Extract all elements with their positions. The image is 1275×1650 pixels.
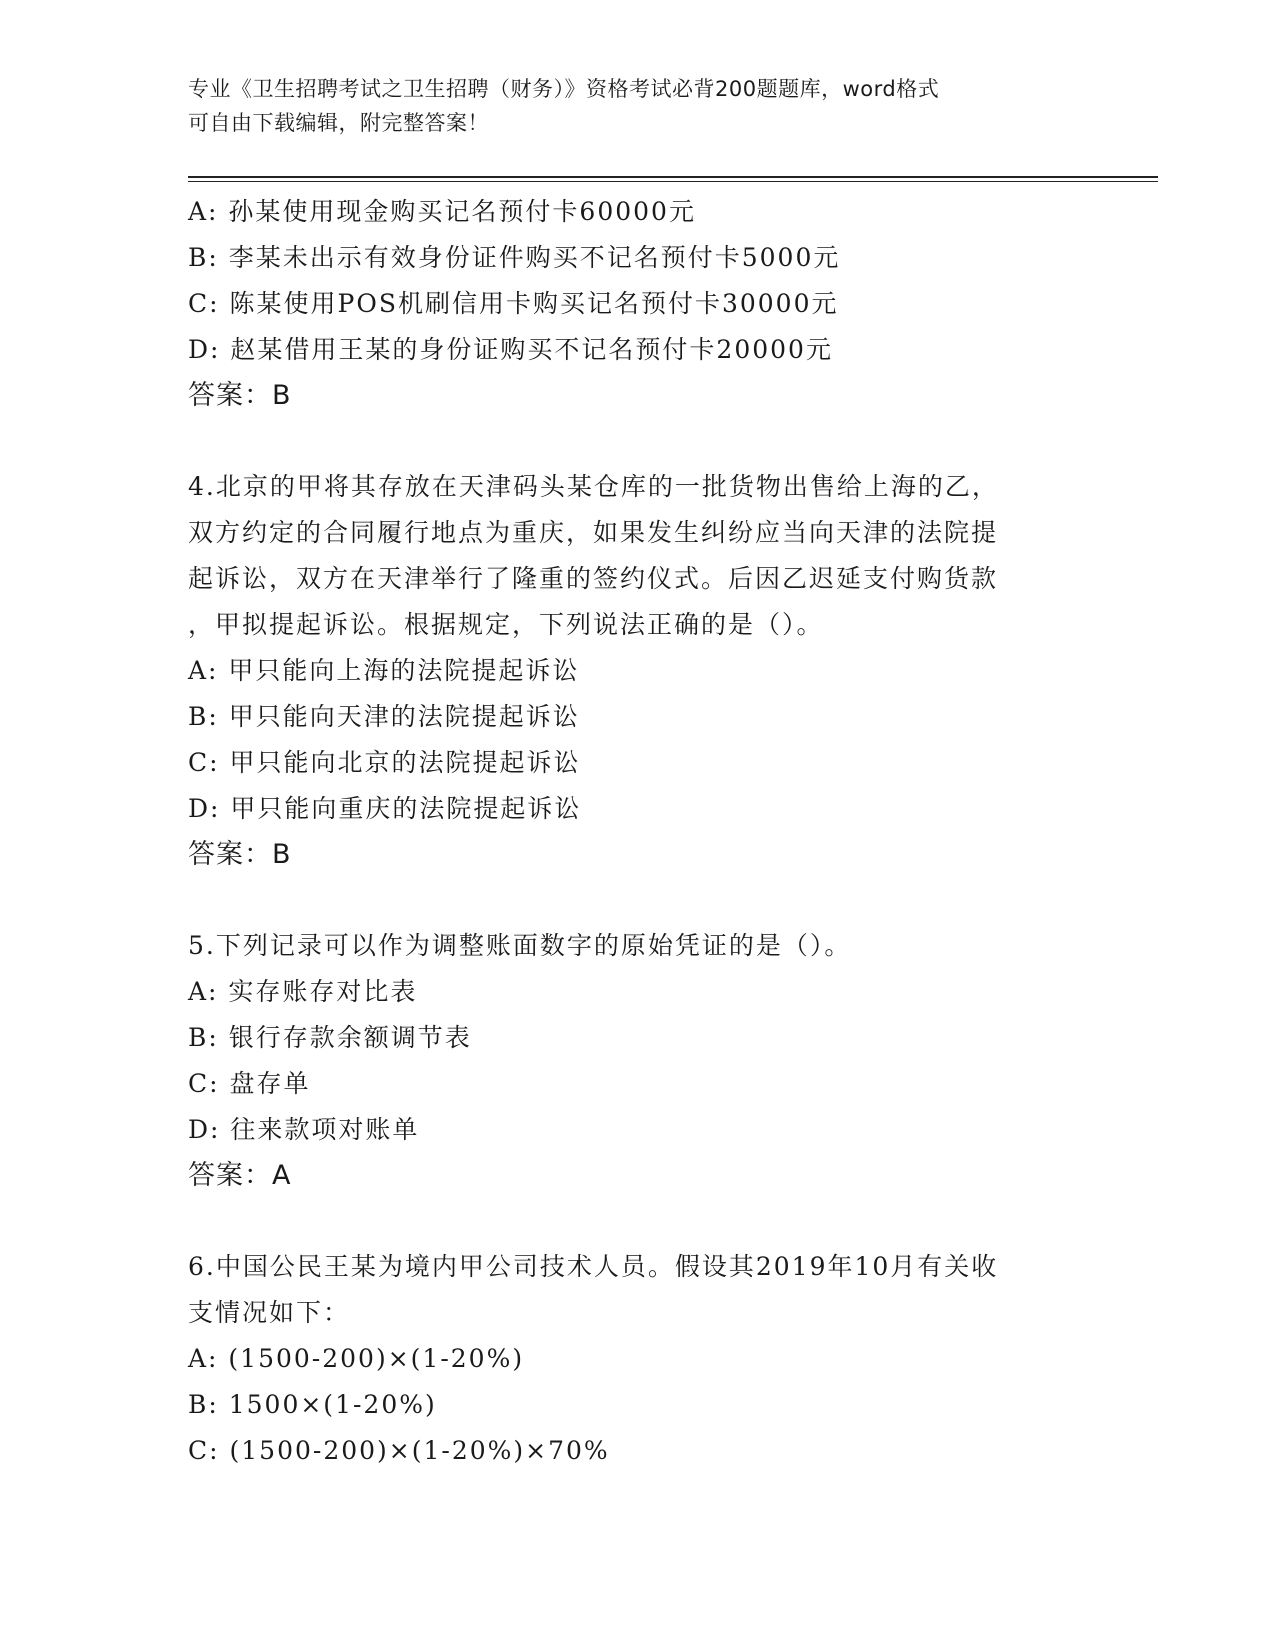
option-b: B: 甲只能向天津的法院提起诉讼	[188, 702, 580, 731]
option-a: A: 实存账存对比表	[188, 977, 418, 1006]
option-d: D: 甲只能向重庆的法院提起诉讼	[188, 794, 582, 823]
question-spacer	[188, 878, 1088, 923]
question-spacer	[188, 419, 1088, 464]
option-a: A: (1500-200)×(1-20%)	[188, 1344, 525, 1373]
option-b: B: 银行存款余额调节表	[188, 1023, 472, 1052]
question-list	[188, 189, 1088, 1474]
question-stem-line: 5.下列记录可以作为调整账面数字的原始凭证的是（）。	[188, 931, 852, 960]
question-3	[188, 189, 1088, 419]
option-c: C: (1500-200)×(1-20%)×70%	[188, 1436, 610, 1465]
option-d: D: 赵某借用王某的身份证购买不记名预付卡20000元	[188, 335, 833, 364]
answer-label: 答案：B	[188, 380, 292, 411]
option-a: A: 甲只能向上海的法院提起诉讼	[188, 656, 580, 685]
question-spacer	[188, 1199, 1088, 1244]
question-4	[188, 464, 1088, 878]
question-stem-line: 支情况如下：	[188, 1298, 351, 1327]
option-b: B: 1500×(1-20%)	[188, 1390, 437, 1419]
header-title-line-1: 专业《卫生招聘考试之卫生招聘（财务）》资格考试必背200题题库，word格式	[188, 77, 940, 101]
option-a: A: 孙某使用现金购买记名预付卡60000元	[188, 197, 696, 226]
option-c: C: 盘存单	[188, 1069, 311, 1098]
question-stem-line: 6.中国公民王某为境内甲公司技术人员。假设其2019年10月有关收	[188, 1252, 999, 1281]
answer-label: 答案：B	[188, 839, 292, 870]
question-6	[188, 1244, 1088, 1474]
option-c: C: 陈某使用POS机刷信用卡购买记名预付卡30000元	[188, 289, 839, 318]
header-title-line-2: 可自由下载编辑，附完整答案！	[188, 111, 489, 135]
question-stem-line: ，甲拟提起诉讼。根据规定，下列说法正确的是（）。	[188, 610, 824, 639]
question-stem-line: 4.北京的甲将其存放在天津码头某仓库的一批货物出售给上海的乙，	[188, 472, 999, 501]
question-5	[188, 923, 1088, 1199]
answer-label: 答案：A	[188, 1160, 292, 1191]
document-header	[188, 72, 1088, 140]
question-stem-line: 起诉讼，双方在天津举行了隆重的签约仪式。后因乙迟延支付购货款	[188, 564, 999, 593]
header-divider-thin	[188, 181, 1158, 182]
option-d: D: 往来款项对账单	[188, 1115, 420, 1144]
option-c: C: 甲只能向北京的法院提起诉讼	[188, 748, 581, 777]
question-stem-line: 双方约定的合同履行地点为重庆，如果发生纠纷应当向天津的法院提	[188, 518, 999, 547]
option-b: B: 李某未出示有效身份证件购买不记名预付卡5000元	[188, 243, 841, 272]
header-divider-thick	[188, 176, 1158, 178]
